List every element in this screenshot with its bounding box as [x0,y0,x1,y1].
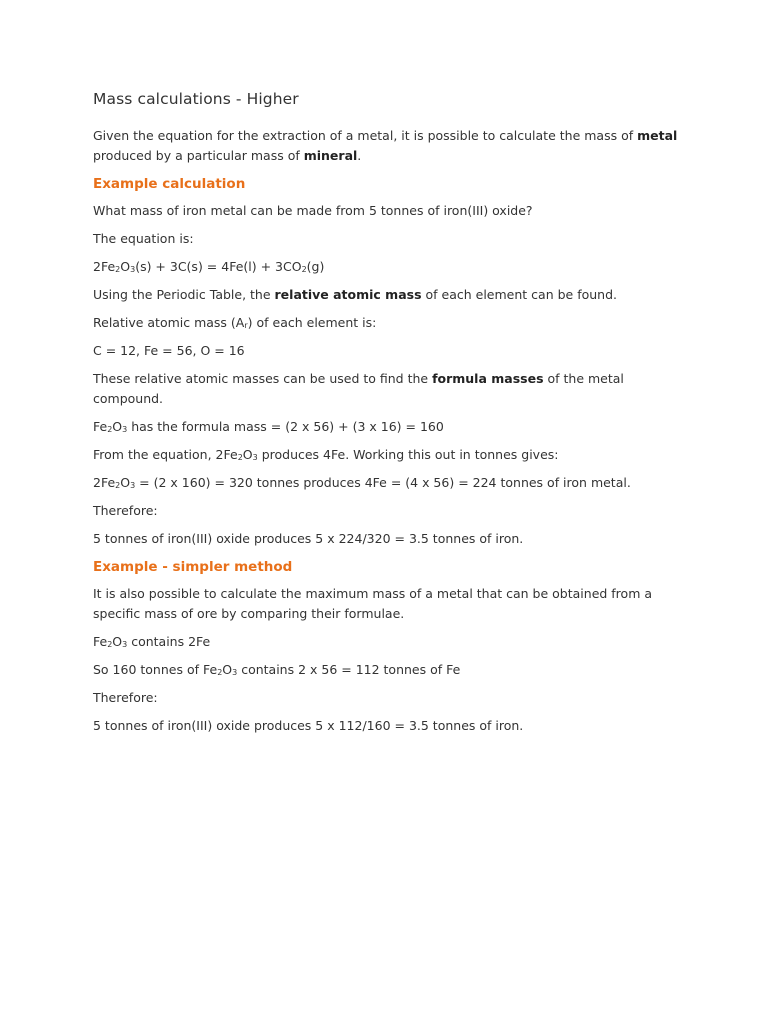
page-title: Mass calculations - Higher [93,90,299,108]
intro-bold-mineral: mineral [303,148,358,163]
fm-part-c: has the formula mass = (2 x 56) + (3 x 16) = 160 [127,419,444,434]
fm-part-a: Fe [93,419,108,434]
tonnes-line [93,473,685,493]
periodic-text-2: of each element can be found. [421,287,617,302]
therefore-line-2: Therefore: [93,690,158,705]
intro-paragraph [93,126,685,166]
formula-mass-line [93,417,685,437]
intro-text-2: produced by a particular mass of [93,148,304,163]
relative-atomic-mass-paragraph [93,313,685,333]
intro-text-1: Given the equation for the extraction of a metal, it is possible to calculate the mass of [93,128,638,143]
eq-sub-3: 2 [301,265,307,274]
contains-sub-1: 2 [107,640,113,649]
from-sub-1: 2 [237,453,243,462]
document-content [93,86,685,744]
eq-part-b: O [120,259,131,274]
periodic-bold: relative atomic mass [274,287,422,302]
periodic-table-paragraph [93,285,685,305]
result-line-2: 5 tonnes of iron(III) oxide produces 5 x 112/160 = 3.5 tonnes of iron. [93,718,524,733]
from-part-a: From the equation, 2Fe [93,447,238,462]
eq-part-c: (s) + 3C(s) = 4Fe(l) + 3CO [135,259,302,274]
periodic-text-1: Using the Periodic Table, the [93,287,275,302]
eq-part-a: 2Fe [93,259,116,274]
therefore-line-1: Therefore: [93,503,158,518]
result-line-1: 5 tonnes of iron(III) oxide produces 5 x 224/320 = 3.5 tonnes of iron. [93,531,524,546]
eq-sub-2: 3 [130,265,136,274]
section-heading-example-calculation: Example calculation [93,176,246,192]
ar-sub: r [244,321,248,330]
simpler-intro-paragraph: It is also possible to calculate the maximum mass of a metal that can be obtained from a specific mass of ore by comparing their formulae. [93,586,653,621]
contains-part-a: Fe [93,634,108,649]
formula-bold: formula masses [432,371,544,386]
tonnes-sub-1: 2 [115,481,121,490]
so-part-a: So 160 tonnes of Fe [93,662,218,677]
contains-sub-2: 3 [122,640,128,649]
contains-part-c: contains 2Fe [127,634,211,649]
section-heading-simpler-method: Example - simpler method [93,559,293,575]
so-part-c: contains 2 x 56 = 112 tonnes of Fe [237,662,461,677]
question-paragraph: What mass of iron metal can be made from 5 tonnes of iron(III) oxide? [93,203,533,218]
tonnes-part-c: = (2 x 160) = 320 tonnes produces 4Fe = (4 x 56) = 224 tonnes of iron metal. [135,475,631,490]
tonnes-sub-2: 3 [130,481,136,490]
contains-part-b: O [112,634,123,649]
ar-text-2: ) of each element is: [247,315,377,330]
formula-text-2: of the metal compound. [93,371,624,406]
fm-part-b: O [112,419,123,434]
from-sub-2: 3 [252,453,258,462]
equation-line [93,257,685,277]
so-line [93,660,685,680]
so-part-b: O [222,662,233,677]
intro-text-3: . [357,148,362,163]
fm-sub-2: 3 [122,425,128,434]
atomic-values: C = 12, Fe = 56, O = 16 [93,343,245,358]
fm-sub-1: 2 [107,425,113,434]
formula-text-1: These relative atomic masses can be used to find the [93,371,433,386]
formula-masses-paragraph [93,369,685,409]
tonnes-part-a: 2Fe [93,475,116,490]
tonnes-part-b: O [120,475,131,490]
equation-intro: The equation is: [93,231,194,246]
contains-line [93,632,685,652]
from-equation-line [93,445,685,465]
ar-text-1: Relative atomic mass (A [93,315,245,330]
eq-sub-1: 2 [115,265,121,274]
so-sub-1: 2 [217,668,223,677]
intro-bold-metal: metal [637,128,678,143]
eq-part-d: (g) [306,259,325,274]
from-part-c: produces 4Fe. Working this out in tonnes gives: [257,447,559,462]
from-part-b: O [242,447,253,462]
so-sub-2: 3 [232,668,238,677]
